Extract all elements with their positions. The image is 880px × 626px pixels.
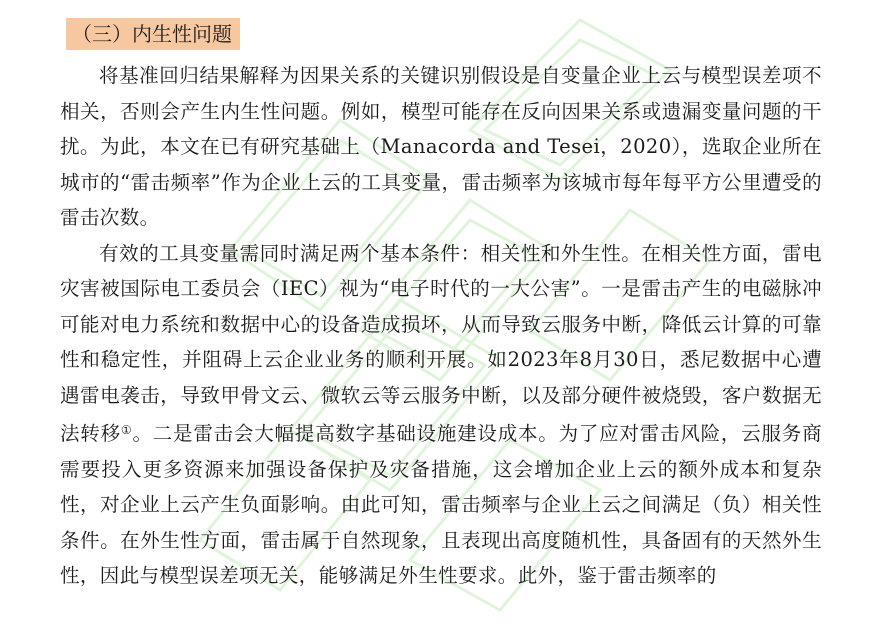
- section-heading: （三）内生性问题: [66, 18, 240, 50]
- paragraph-validity-conditions: [60, 236, 822, 594]
- footnote-marker[interactable]: ①: [120, 423, 133, 437]
- article-body: [60, 18, 822, 594]
- paragraph-instrument-variable: 将基准回归结果解释为因果关系的关键识别假设是自变量企业上云与模型误差项不相关，否则会产生内生性问题。例如，模型可能存在反向因果关系或遗漏变量问题的干扰。为此，本文在已有研究基础上（Manacorda and Tesei，2020），选取企业所在城市的“雷击频率”作为企业上云的工具变量，雷击频率为该城市每年每平方公里遭受的雷击次数。: [60, 64, 822, 229]
- paragraph-text-after-footnote: 。二是雷击会大幅提高数字基础设施建设成本。为了应对雷击风险，云服务商需要投入更多资源来加强设备保护及灾备措施，这会增加企业上云的额外成本和复杂性，对企业上云产生负面影响。由此可知，雷击频率与企业上云之间满足（负）相关性条件。在外生性方面，雷击属于自然现象，且表现出高度随机性，具备固有的天然外生性，因此与模型误差项无关，能够满足外生性要求。此外，鉴于雷击频率的: [60, 422, 822, 587]
- paragraph-text-before-footnote: 有效的工具变量需同时满足两个基本条件：相关性和外生性。在相关性方面，雷电灾害被国际电工委员会（IEC）视为“电子时代的一大公害”。一是雷击产生的电磁脉冲可能对电力系统和数据中心的设备造成损坏，从而导致云服务中断，降低云计算的可靠性和稳定性，并阻碍上云企业业务的顺利开展。如2023年8月30日，悉尼数据中心遭遇雷电袭击，导致甲骨文云、微软云等云服务中断，以及部分硬件被烧毁，客户数据无法转移: [60, 241, 822, 445]
